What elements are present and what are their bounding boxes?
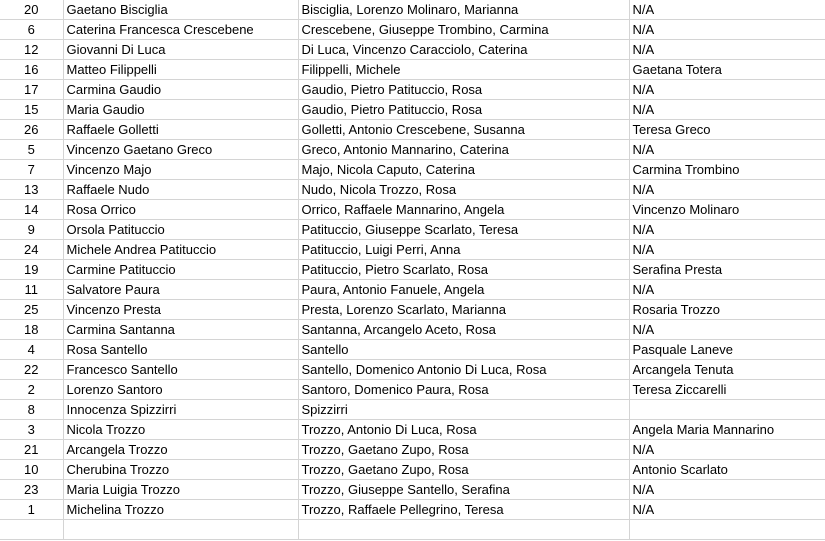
child-name-cell[interactable]: Vincenzo Majo [63,160,298,180]
child-name-cell[interactable]: Raffaele Golletti [63,120,298,140]
record-number-cell[interactable]: 13 [0,180,63,200]
table-row [0,460,825,480]
table-row [0,140,825,160]
parents-cell[interactable]: Spizzirri [298,400,629,420]
record-number-cell[interactable]: 11 [0,280,63,300]
record-number-cell[interactable]: 18 [0,320,63,340]
parents-cell[interactable]: Golletti, Antonio Crescebene, Susanna [298,120,629,140]
record-number-cell[interactable]: 19 [0,260,63,280]
parents-cell[interactable]: Trozzo, Gaetano Zupo, Rosa [298,440,629,460]
child-name-cell[interactable]: Francesco Santello [63,360,298,380]
godparent-cell[interactable]: N/A [629,320,825,340]
parents-cell[interactable]: Paura, Antonio Fanuele, Angela [298,280,629,300]
table-row [0,20,825,40]
table-row [0,260,825,280]
child-name-cell[interactable]: Rosa Orrico [63,200,298,220]
godparent-cell[interactable]: N/A [629,0,825,20]
child-name-cell[interactable]: Maria Gaudio [63,100,298,120]
godparent-cell[interactable]: Vincenzo Molinaro [629,200,825,220]
parents-cell[interactable]: Santanna, Arcangelo Aceto, Rosa [298,320,629,340]
godparent-cell[interactable]: Arcangela Tenuta [629,360,825,380]
child-name-cell[interactable] [63,520,298,540]
table-row [0,380,825,400]
parents-cell[interactable]: Trozzo, Giuseppe Santello, Serafina [298,480,629,500]
table-row [0,520,825,540]
child-name-cell[interactable]: Gaetano Bisciglia [63,0,298,20]
table-row [0,440,825,460]
table-row [0,420,825,440]
record-number-cell[interactable]: 5 [0,140,63,160]
table-row [0,400,825,420]
parents-cell[interactable]: Trozzo, Raffaele Pellegrino, Teresa [298,500,629,520]
parents-cell[interactable]: Greco, Antonio Mannarino, Caterina [298,140,629,160]
godparent-cell[interactable]: N/A [629,440,825,460]
godparent-cell[interactable]: N/A [629,280,825,300]
child-name-cell[interactable]: Raffaele Nudo [63,180,298,200]
table-row [0,120,825,140]
godparent-cell[interactable]: Serafina Presta [629,260,825,280]
child-name-cell[interactable]: Rosa Santello [63,340,298,360]
record-number-cell[interactable]: 3 [0,420,63,440]
table-row [0,480,825,500]
parents-cell[interactable] [298,520,629,540]
child-name-cell[interactable]: Carmine Patituccio [63,260,298,280]
record-number-cell[interactable]: 4 [0,340,63,360]
godparent-cell[interactable]: Gaetana Totera [629,60,825,80]
record-number-cell[interactable]: 17 [0,80,63,100]
record-number-cell[interactable]: 14 [0,200,63,220]
parents-cell[interactable]: Trozzo, Antonio Di Luca, Rosa [298,420,629,440]
godparent-cell[interactable]: Carmina Trombino [629,160,825,180]
table-row [0,240,825,260]
parents-cell[interactable]: Patituccio, Pietro Scarlato, Rosa [298,260,629,280]
child-name-cell[interactable]: Vincenzo Gaetano Greco [63,140,298,160]
record-number-cell[interactable]: 7 [0,160,63,180]
child-name-cell[interactable]: Lorenzo Santoro [63,380,298,400]
table-row [0,100,825,120]
child-name-cell[interactable]: Orsola Patituccio [63,220,298,240]
table-row [0,340,825,360]
child-name-cell[interactable]: Carmina Gaudio [63,80,298,100]
record-number-cell[interactable]: 24 [0,240,63,260]
record-number-cell[interactable]: 10 [0,460,63,480]
record-number-cell[interactable]: 15 [0,100,63,120]
parents-cell[interactable]: Filippelli, Michele [298,60,629,80]
parents-cell[interactable]: Santello [298,340,629,360]
parents-cell[interactable]: Di Luca, Vincenzo Caracciolo, Caterina [298,40,629,60]
record-number-cell[interactable]: 1 [0,500,63,520]
table-row [0,220,825,240]
record-number-cell[interactable] [0,520,63,540]
table-row [0,200,825,220]
godparent-cell[interactable] [629,400,825,420]
child-name-cell[interactable]: Innocenza Spizzirri [63,400,298,420]
record-number-cell[interactable]: 23 [0,480,63,500]
parents-cell[interactable]: Trozzo, Gaetano Zupo, Rosa [298,460,629,480]
child-name-cell[interactable]: Caterina Francesca Crescebene [63,20,298,40]
table-row [0,320,825,340]
parents-cell[interactable]: Santello, Domenico Antonio Di Luca, Rosa [298,360,629,380]
parents-cell[interactable]: Santoro, Domenico Paura, Rosa [298,380,629,400]
table-row [0,180,825,200]
parents-cell[interactable]: Majo, Nicola Caputo, Caterina [298,160,629,180]
child-name-cell[interactable]: Giovanni Di Luca [63,40,298,60]
record-number-cell[interactable]: 12 [0,40,63,60]
godparent-cell[interactable]: Pasquale Laneve [629,340,825,360]
record-number-cell[interactable]: 25 [0,300,63,320]
table-row [0,500,825,520]
godparent-cell[interactable]: N/A [629,500,825,520]
child-name-cell[interactable]: Nicola Trozzo [63,420,298,440]
parents-cell[interactable]: Bisciglia, Lorenzo Molinaro, Marianna [298,0,629,20]
godparent-cell[interactable]: N/A [629,140,825,160]
child-name-cell[interactable]: Maria Luigia Trozzo [63,480,298,500]
child-name-cell[interactable]: Cherubina Trozzo [63,460,298,480]
table-row [0,160,825,180]
godparent-cell[interactable]: Angela Maria Mannarino [629,420,825,440]
record-number-cell[interactable]: 9 [0,220,63,240]
godparent-cell[interactable]: Teresa Greco [629,120,825,140]
parents-cell[interactable]: Gaudio, Pietro Patituccio, Rosa [298,80,629,100]
godparent-cell[interactable]: N/A [629,20,825,40]
child-name-cell[interactable]: Salvatore Paura [63,280,298,300]
parents-cell[interactable]: Nudo, Nicola Trozzo, Rosa [298,180,629,200]
record-number-cell[interactable]: 20 [0,0,63,20]
table-row [0,0,825,20]
child-name-cell[interactable]: Matteo Filippelli [63,60,298,80]
table-row [0,60,825,80]
godparent-cell[interactable]: N/A [629,80,825,100]
child-name-cell[interactable]: Arcangela Trozzo [63,440,298,460]
child-name-cell[interactable]: Vincenzo Presta [63,300,298,320]
table-row [0,360,825,380]
parents-cell[interactable]: Orrico, Raffaele Mannarino, Angela [298,200,629,220]
table-row [0,40,825,60]
godparent-cell[interactable]: N/A [629,220,825,240]
godparent-cell[interactable]: N/A [629,100,825,120]
record-number-cell[interactable]: 21 [0,440,63,460]
table-row [0,80,825,100]
record-number-cell[interactable]: 26 [0,120,63,140]
parents-cell[interactable]: Patituccio, Giuseppe Scarlato, Teresa [298,220,629,240]
record-number-cell[interactable]: 2 [0,380,63,400]
godparent-cell[interactable]: N/A [629,180,825,200]
child-name-cell[interactable]: Carmina Santanna [63,320,298,340]
parents-cell[interactable]: Patituccio, Luigi Perri, Anna [298,240,629,260]
record-number-cell[interactable]: 16 [0,60,63,80]
godparent-cell[interactable]: N/A [629,240,825,260]
parents-cell[interactable]: Gaudio, Pietro Patituccio, Rosa [298,100,629,120]
table-row [0,300,825,320]
parents-cell[interactable]: Presta, Lorenzo Scarlato, Marianna [298,300,629,320]
godparent-cell[interactable]: Antonio Scarlato [629,460,825,480]
table-row [0,280,825,300]
godparent-cell[interactable] [629,520,825,540]
parents-cell[interactable]: Crescebene, Giuseppe Trombino, Carmina [298,20,629,40]
godparent-cell[interactable]: N/A [629,40,825,60]
record-number-cell[interactable]: 6 [0,20,63,40]
record-number-cell[interactable]: 22 [0,360,63,380]
record-number-cell[interactable]: 8 [0,400,63,420]
godparent-cell[interactable]: Teresa Ziccarelli [629,380,825,400]
child-name-cell[interactable]: Michele Andrea Patituccio [63,240,298,260]
godparent-cell[interactable]: N/A [629,480,825,500]
child-name-cell[interactable]: Michelina Trozzo [63,500,298,520]
godparent-cell[interactable]: Rosaria Trozzo [629,300,825,320]
